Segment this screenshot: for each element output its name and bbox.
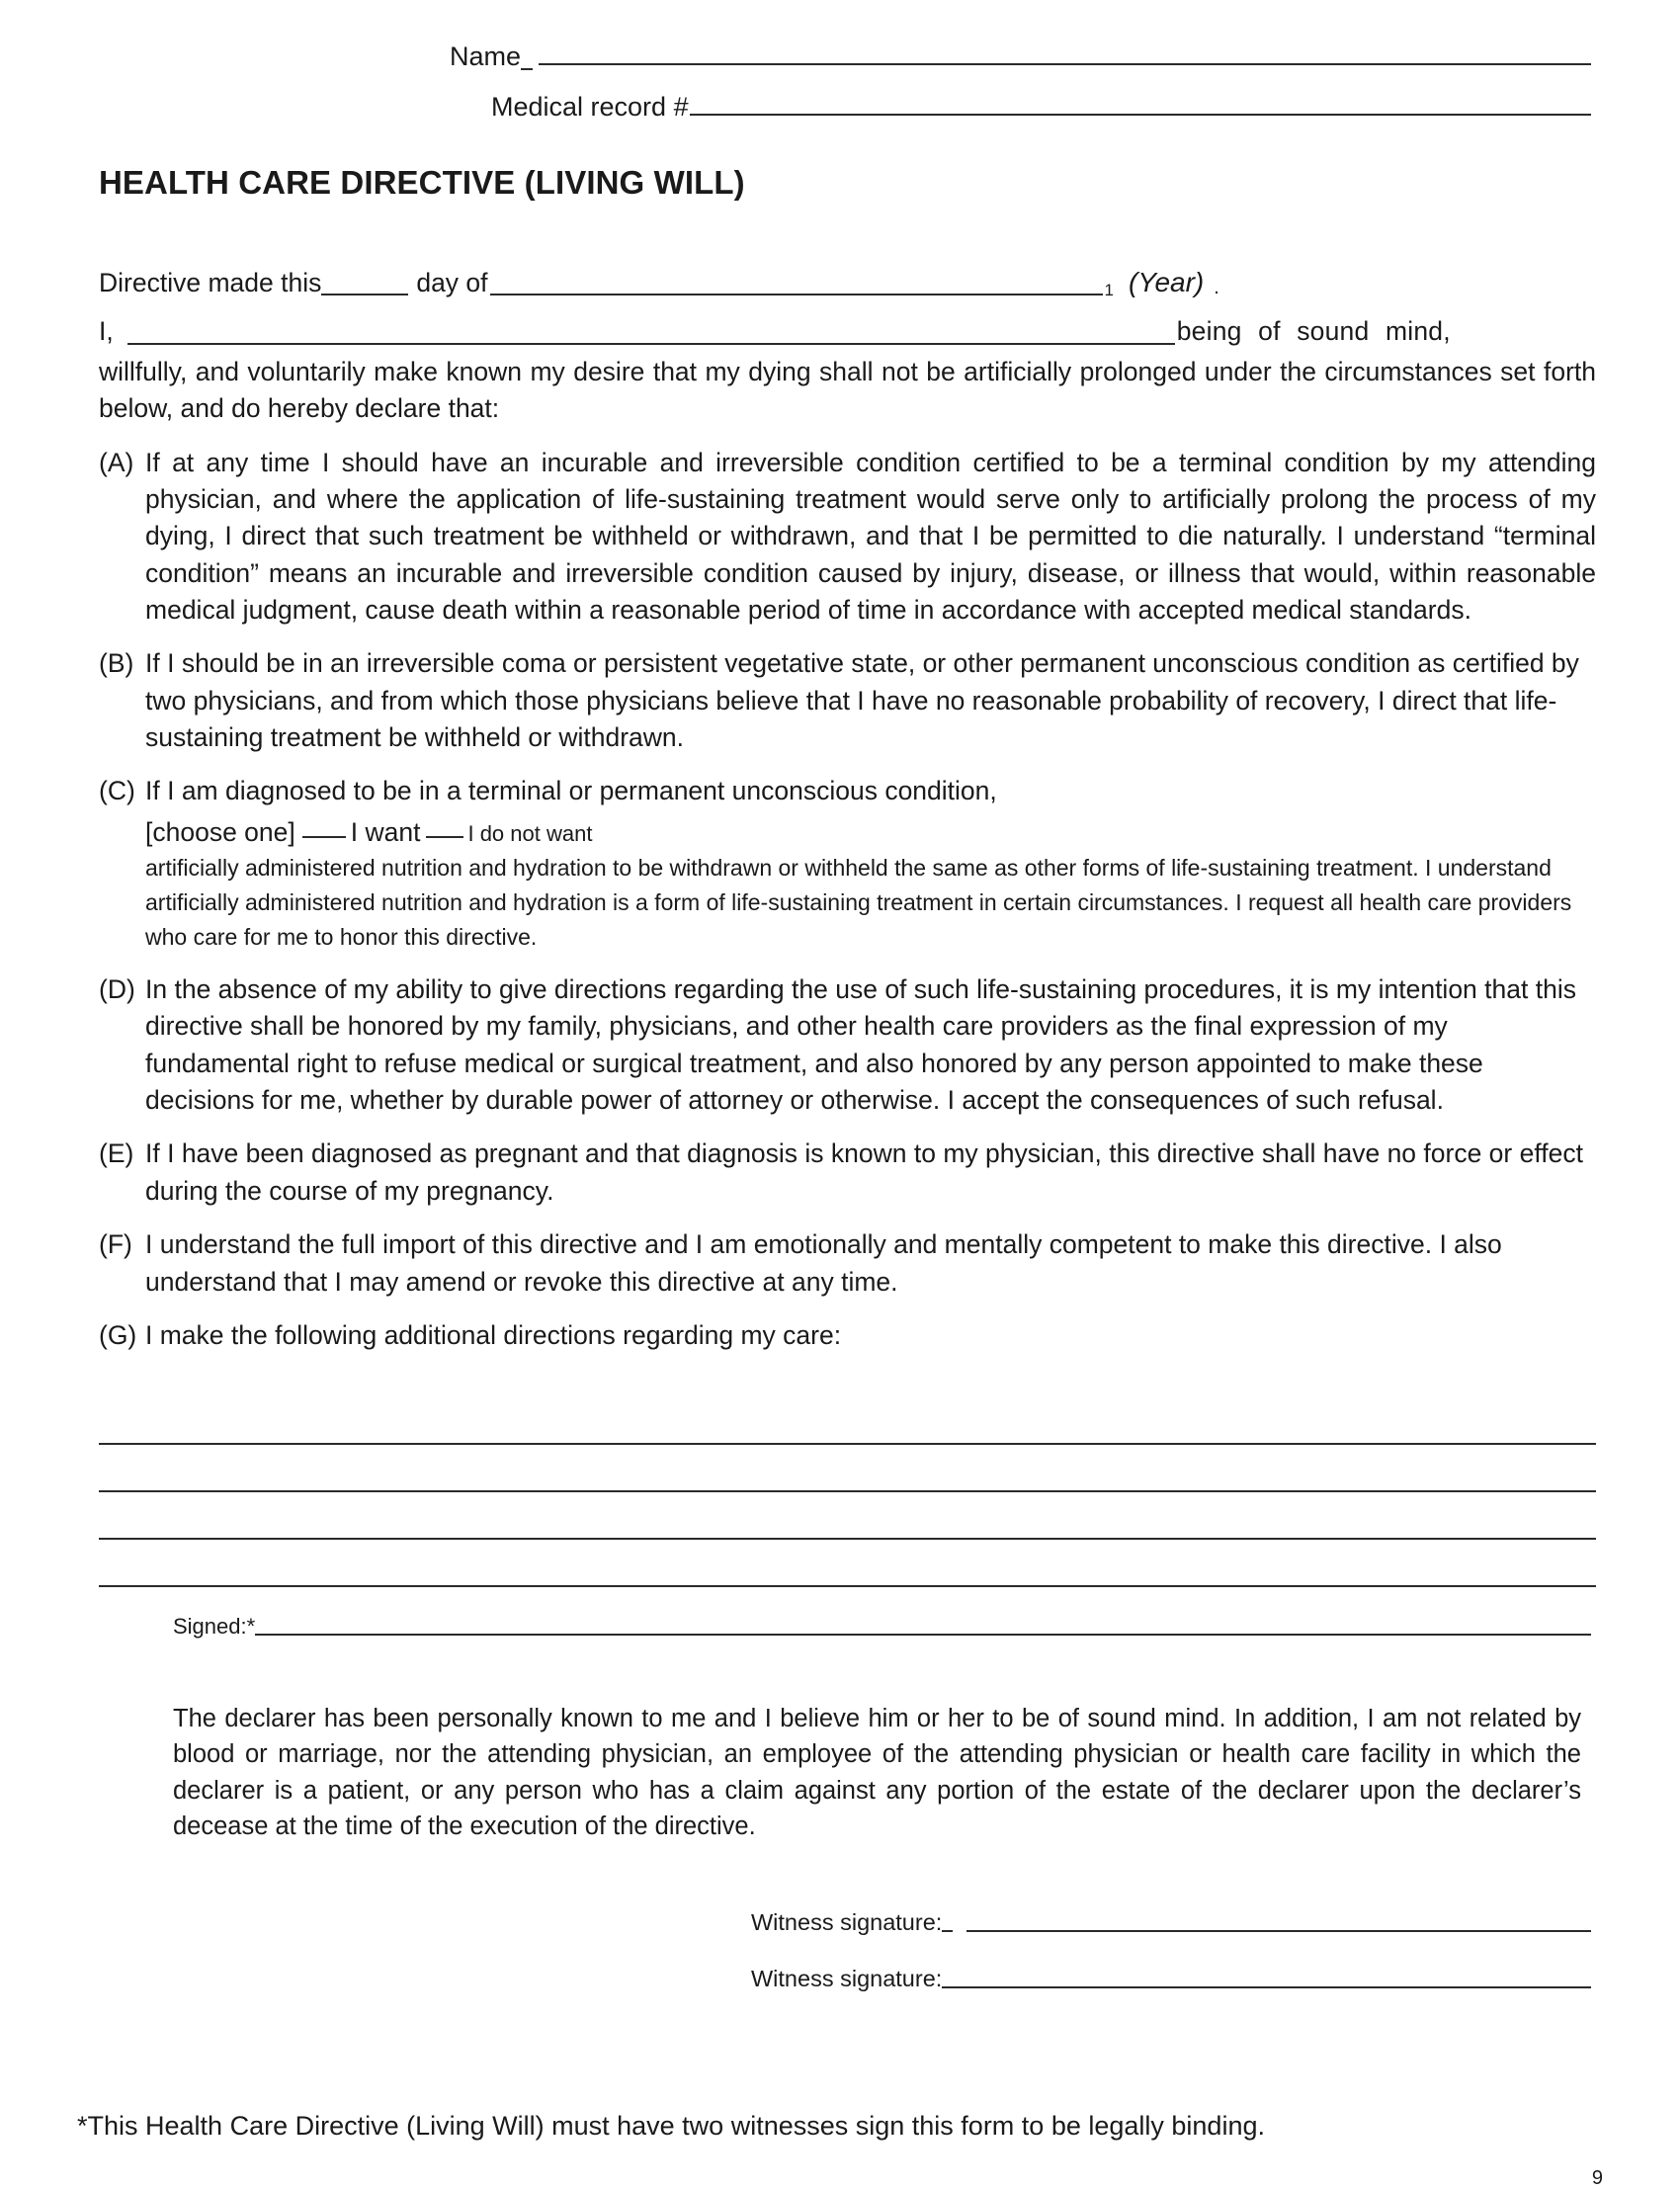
choice-i-want-blank[interactable] (302, 836, 346, 838)
declarer-signature-row (173, 1614, 1591, 1640)
intro-paragraph: willfully, and voluntarily make known my desire that my dying shall not be artificially prolonged under the circumstances set forth below, and do hereby declare that: (99, 356, 1596, 424)
directive-item-b (99, 645, 1596, 756)
footnote-text: *This Health Care Directive (Living Will) must have two witnesses sign this form to be legally binding. (77, 2111, 1265, 2142)
additional-directions-line-4[interactable] (99, 1540, 1596, 1587)
witness-signature-label-1: Witness signature: (751, 1909, 943, 1936)
item-c-marker: (C) (99, 776, 135, 806)
item-f-marker: (F) (99, 1229, 132, 1260)
directive-date-line (99, 263, 1596, 301)
item-c-subtext: artificially administered nutrition and hydration to be withdrawn or withheld the same as other forms of life-sustaining treatment. I understand artificially administered nutrition and hydration is a form of life-sustaining treatment in certain circumstances. I request all health care providers who care for me to honor this directive. (145, 855, 1572, 951)
item-e-content (145, 1136, 1596, 1210)
directive-item-f (99, 1226, 1596, 1301)
additional-directions-lines (99, 1397, 1596, 1587)
directive-item-g (99, 1317, 1596, 1354)
medical-record-field-row (0, 94, 1680, 121)
witness-signature-dash-1 (942, 1930, 953, 1932)
page-title: HEALTH CARE DIRECTIVE (LIVING WILL) (99, 164, 745, 201)
day-input-line[interactable] (321, 294, 408, 295)
year-hint-label: (Year) (1129, 267, 1205, 297)
name-input-line[interactable] (539, 63, 1591, 65)
medical-record-label: Medical record # (491, 92, 689, 122)
declarer-i-label: I, (99, 316, 114, 347)
item-c-content (145, 773, 1596, 955)
choice-i-do-not-want-label: I do not want (467, 820, 593, 846)
directive-made-middle: day of (416, 268, 488, 298)
item-d-marker: (D) (99, 974, 135, 1004)
item-e-marker: (E) (99, 1138, 134, 1169)
item-b-text: If I should be in an irreversible coma or persistent vegetative state, or other permanent unconscious condition as certified by two physicians, and from which those physicians believe that I have no reasonable probability of recovery, I direct that life-sustaining treatment be withheld or withdrawn. (145, 648, 1579, 753)
patient-identification-header (0, 0, 1680, 121)
item-b-marker: (B) (99, 648, 134, 679)
directive-body (99, 263, 1596, 1354)
declarer-name-line (99, 313, 1596, 350)
month-input-line[interactable] (490, 294, 1103, 295)
declarer-name-tail: being of sound mind, (1176, 316, 1451, 347)
directive-item-a (99, 445, 1596, 630)
item-f-text: I understand the full import of this directive and I am emotionally and mentally competent to make this directive. I also understand that I may amend or revoke this directive at any time. (145, 1229, 1502, 1297)
item-f-content (145, 1226, 1596, 1301)
item-a-content (145, 445, 1596, 630)
item-d-content (145, 971, 1596, 1119)
directive-item-e (99, 1136, 1596, 1210)
witness-declaration-paragraph: The declarer has been personally known to me and I believe him or her to be of sound mind. In addition, I am not related by blood or marriage, nor the attending physician, an employee of the attending physician or health care facility in which the declarer is a patient, or any person who has a claim against any portion of the estate of the declarer upon the declarer’s decease at the time of the execution of the directive. (173, 1705, 1581, 1840)
year-footnote-mark: 1 (1104, 280, 1114, 299)
item-g-marker: (G) (99, 1319, 137, 1350)
item-c-choice-row (145, 814, 1596, 851)
item-d-text: In the absence of my ability to give directions regarding the use of such life-sustaining procedures, it is my intention that this directive shall be honored by my family, physicians, and other health care providers as the final expression of my fundamental right to refuse medical or surgical treatment, and also honored by any person appointed to make these decisions for me, whether by durable power of attorney or otherwise. I accept the consequences of such refusal. (145, 974, 1576, 1116)
item-g-text: I make the following additional directions regarding my care: (145, 1319, 842, 1350)
medical-record-input-line[interactable] (690, 114, 1591, 116)
witness-signature-label-2: Witness signature: (751, 1966, 943, 1992)
name-label: Name (450, 42, 522, 71)
name-field-row (0, 43, 1680, 70)
choice-i-do-not-want-blank[interactable] (426, 836, 463, 838)
witness-signature-input-line-1[interactable] (966, 1930, 1591, 1932)
choice-i-want-label: I want (350, 816, 421, 847)
date-line-trailing-dot: . (1214, 277, 1219, 299)
directive-item-c (99, 773, 1596, 955)
item-a-marker: (A) (99, 447, 134, 477)
witness-signature-row-2 (751, 1966, 1591, 1992)
page-number: 9 (1591, 2167, 1603, 2190)
additional-directions-line-3[interactable] (99, 1492, 1596, 1540)
witness-signature-input-line-2[interactable] (942, 1986, 1591, 1988)
additional-directions-line-2[interactable] (99, 1445, 1596, 1492)
item-b-content (145, 645, 1596, 756)
declarer-name-input-line[interactable] (127, 343, 1175, 345)
item-e-text: If I have been diagnosed as pregnant and that diagnosis is known to my physician, this directive shall have no force or effect during the course of my pregnancy. (145, 1138, 1583, 1206)
name-dash (521, 68, 533, 70)
choose-one-label: [choose one] (145, 816, 295, 847)
item-c-text: If I am diagnosed to be in a terminal or permanent unconscious condition, (145, 776, 997, 806)
directive-made-prefix: Directive made this (99, 268, 322, 298)
directive-item-d (99, 971, 1596, 1119)
item-g-content (145, 1317, 1596, 1354)
witness-signature-row-1 (751, 1909, 1591, 1936)
item-a-text: If at any time I should have an incurable and irreversible condition certified to be a terminal condition by my attending physician, and where the application of life-sustaining treatment would serve only to artificially prolong the process of my dying, I direct that such treatment be withheld or withdrawn, and that I be permitted to die naturally. I understand “terminal condition” means an incurable and irreversible condition caused by injury, disease, or illness that would, within reasonable medical judgment, cause death within a reasonable period of time in accordance with accepted medical standards. (145, 447, 1596, 625)
declarer-signature-input-line[interactable] (255, 1634, 1591, 1636)
signed-label: Signed:* (173, 1614, 256, 1640)
additional-directions-line-1[interactable] (99, 1397, 1596, 1445)
